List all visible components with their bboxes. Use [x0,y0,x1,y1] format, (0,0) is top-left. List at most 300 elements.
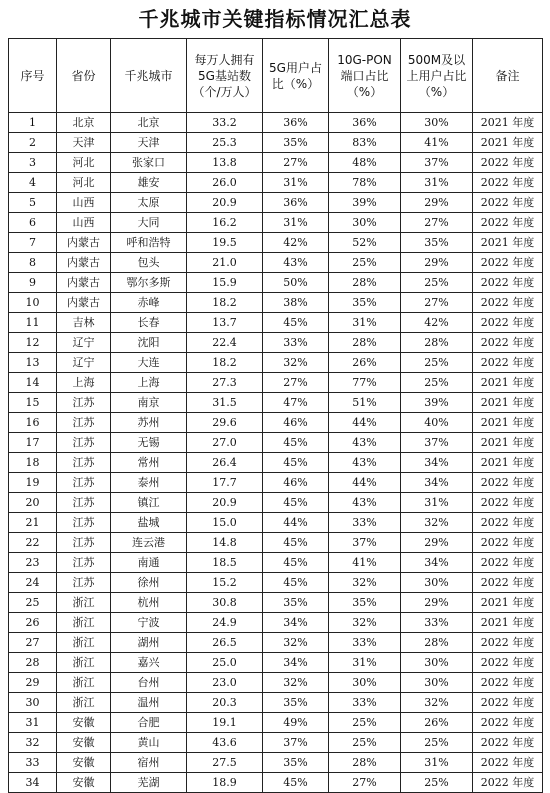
table-row [9,713,543,733]
cell-city: 合肥 [111,713,187,733]
cell-city: 宿州 [111,753,187,773]
cell-bs-per-10k: 23.0 [187,673,263,693]
cell-500m-user-share: 31% [401,493,473,513]
cell-5g-user-share: 32% [263,353,329,373]
cell-bs-per-10k: 29.6 [187,413,263,433]
cell-city: 宁波 [111,613,187,633]
header-bs-per-10k: 每万人拥有5G基站数（个/万人） [187,39,263,113]
cell-city: 长春 [111,313,187,333]
cell-500m-user-share: 25% [401,733,473,753]
cell-province: 安徽 [57,753,111,773]
header-row [9,39,543,113]
cell-bs-per-10k: 31.5 [187,393,263,413]
cell-bs-per-10k: 18.9 [187,773,263,793]
cell-10g-pon-share: 83% [329,133,401,153]
cell-note: 2022 年度 [473,673,543,693]
table-row [9,513,543,533]
cell-500m-user-share: 30% [401,113,473,133]
cell-city: 张家口 [111,153,187,173]
cell-500m-user-share: 29% [401,533,473,553]
cell-province: 河北 [57,153,111,173]
cell-500m-user-share: 25% [401,273,473,293]
cell-5g-user-share: 35% [263,693,329,713]
cell-seq: 25 [9,593,57,613]
cell-bs-per-10k: 19.1 [187,713,263,733]
cell-seq: 7 [9,233,57,253]
cell-500m-user-share: 25% [401,773,473,793]
cell-5g-user-share: 45% [263,313,329,333]
cell-10g-pon-share: 26% [329,353,401,373]
table-row [9,393,543,413]
cell-10g-pon-share: 52% [329,233,401,253]
cell-note: 2022 年度 [473,253,543,273]
table-row [9,273,543,293]
cell-note: 2021 年度 [473,133,543,153]
table-header [9,39,543,113]
cell-bs-per-10k: 26.0 [187,173,263,193]
cell-note: 2021 年度 [473,113,543,133]
cell-5g-user-share: 31% [263,213,329,233]
cell-note: 2022 年度 [473,633,543,653]
cell-10g-pon-share: 30% [329,673,401,693]
cell-500m-user-share: 28% [401,633,473,653]
cell-bs-per-10k: 19.5 [187,233,263,253]
cell-500m-user-share: 34% [401,453,473,473]
cell-10g-pon-share: 33% [329,633,401,653]
cell-seq: 6 [9,213,57,233]
table-body [9,113,543,793]
header-500m-user-share: 500M及以上用户占比（%） [401,39,473,113]
cell-note: 2022 年度 [473,333,543,353]
table-row [9,133,543,153]
cell-500m-user-share: 25% [401,353,473,373]
table-row [9,113,543,133]
cell-500m-user-share: 39% [401,393,473,413]
cell-bs-per-10k: 33.2 [187,113,263,133]
cell-city: 赤峰 [111,293,187,313]
cell-10g-pon-share: 37% [329,533,401,553]
cell-seq: 28 [9,653,57,673]
cell-500m-user-share: 34% [401,553,473,573]
cell-5g-user-share: 32% [263,673,329,693]
cell-bs-per-10k: 27.3 [187,373,263,393]
table-row [9,313,543,333]
cell-500m-user-share: 29% [401,593,473,613]
cell-bs-per-10k: 24.9 [187,613,263,633]
cell-500m-user-share: 29% [401,253,473,273]
table-row [9,153,543,173]
cell-500m-user-share: 29% [401,193,473,213]
cell-seq: 26 [9,613,57,633]
table-row [9,413,543,433]
cell-10g-pon-share: 36% [329,113,401,133]
cell-bs-per-10k: 20.9 [187,193,263,213]
cell-10g-pon-share: 32% [329,573,401,593]
cell-500m-user-share: 32% [401,693,473,713]
cell-province: 江苏 [57,453,111,473]
table-row [9,453,543,473]
cell-5g-user-share: 45% [263,493,329,513]
cell-10g-pon-share: 44% [329,413,401,433]
cell-5g-user-share: 45% [263,533,329,553]
cell-10g-pon-share: 33% [329,513,401,533]
cell-province: 江苏 [57,393,111,413]
cell-seq: 23 [9,553,57,573]
cell-10g-pon-share: 43% [329,493,401,513]
cell-city: 徐州 [111,573,187,593]
cell-10g-pon-share: 31% [329,653,401,673]
cell-5g-user-share: 34% [263,613,329,633]
cell-province: 河北 [57,173,111,193]
table-row [9,373,543,393]
cell-city: 镇江 [111,493,187,513]
cell-province: 山西 [57,193,111,213]
cell-500m-user-share: 37% [401,433,473,453]
cell-500m-user-share: 33% [401,613,473,633]
table-row [9,253,543,273]
cell-500m-user-share: 42% [401,313,473,333]
cell-note: 2022 年度 [473,553,543,573]
cell-500m-user-share: 41% [401,133,473,153]
cell-province: 江苏 [57,533,111,553]
table-row [9,173,543,193]
cell-5g-user-share: 45% [263,573,329,593]
cell-seq: 31 [9,713,57,733]
cell-5g-user-share: 33% [263,333,329,353]
page-title: 千兆城市关键指标情况汇总表 [138,7,412,31]
cell-500m-user-share: 30% [401,653,473,673]
cell-500m-user-share: 31% [401,173,473,193]
cell-seq: 13 [9,353,57,373]
header-5g-user-share: 5G用户占比（%） [263,39,329,113]
cell-500m-user-share: 34% [401,473,473,493]
cell-province: 安徽 [57,733,111,753]
cell-10g-pon-share: 25% [329,713,401,733]
cell-bs-per-10k: 15.9 [187,273,263,293]
cell-seq: 30 [9,693,57,713]
cell-province: 江苏 [57,553,111,573]
cell-5g-user-share: 38% [263,293,329,313]
table-row [9,573,543,593]
cell-province: 浙江 [57,673,111,693]
cell-seq: 12 [9,333,57,353]
cell-city: 盐城 [111,513,187,533]
cell-500m-user-share: 35% [401,233,473,253]
table-row [9,233,543,253]
cell-note: 2022 年度 [473,273,543,293]
table-row [9,473,543,493]
cell-city: 温州 [111,693,187,713]
cell-5g-user-share: 32% [263,633,329,653]
cell-province: 辽宁 [57,353,111,373]
cell-city: 常州 [111,453,187,473]
header-10g-pon-share: 10G-PON端口占比（%） [329,39,401,113]
cell-city: 太原 [111,193,187,213]
cell-10g-pon-share: 43% [329,433,401,453]
cell-seq: 3 [9,153,57,173]
table-row [9,553,543,573]
cell-province: 内蒙古 [57,293,111,313]
cell-province: 浙江 [57,633,111,653]
cell-5g-user-share: 47% [263,393,329,413]
cell-5g-user-share: 34% [263,653,329,673]
cell-500m-user-share: 31% [401,753,473,773]
table-row [9,773,543,793]
cell-province: 江苏 [57,573,111,593]
cell-5g-user-share: 45% [263,553,329,573]
cell-seq: 16 [9,413,57,433]
cell-province: 内蒙古 [57,233,111,253]
header-seq: 序号 [9,39,57,113]
cell-bs-per-10k: 18.5 [187,553,263,573]
table-row [9,593,543,613]
table-row [9,673,543,693]
cell-10g-pon-share: 28% [329,333,401,353]
cell-province: 天津 [57,133,111,153]
table-row [9,353,543,373]
cell-seq: 27 [9,633,57,653]
cell-province: 江苏 [57,413,111,433]
cell-bs-per-10k: 27.0 [187,433,263,453]
cell-bs-per-10k: 26.4 [187,453,263,473]
cell-500m-user-share: 27% [401,213,473,233]
cell-10g-pon-share: 41% [329,553,401,573]
cell-city: 上海 [111,373,187,393]
cell-province: 江苏 [57,493,111,513]
cell-note: 2021 年度 [473,453,543,473]
cell-province: 安徽 [57,713,111,733]
cell-500m-user-share: 27% [401,293,473,313]
cell-5g-user-share: 43% [263,253,329,273]
cell-seq: 14 [9,373,57,393]
cell-note: 2021 年度 [473,613,543,633]
cell-10g-pon-share: 39% [329,193,401,213]
cell-city: 连云港 [111,533,187,553]
cell-5g-user-share: 45% [263,453,329,473]
cell-seq: 22 [9,533,57,553]
cell-note: 2021 年度 [473,233,543,253]
cell-5g-user-share: 37% [263,733,329,753]
table-row [9,293,543,313]
header-province: 省份 [57,39,111,113]
cell-500m-user-share: 25% [401,373,473,393]
cell-5g-user-share: 31% [263,173,329,193]
cell-seq: 10 [9,293,57,313]
cell-seq: 19 [9,473,57,493]
cell-province: 浙江 [57,693,111,713]
cell-city: 台州 [111,673,187,693]
header-city: 千兆城市 [111,39,187,113]
cell-city: 鄂尔多斯 [111,273,187,293]
cell-5g-user-share: 46% [263,473,329,493]
cell-city: 大同 [111,213,187,233]
header-note: 备注 [473,39,543,113]
cell-note: 2022 年度 [473,533,543,553]
cell-5g-user-share: 45% [263,773,329,793]
cell-500m-user-share: 32% [401,513,473,533]
cell-bs-per-10k: 18.2 [187,293,263,313]
cell-bs-per-10k: 26.5 [187,633,263,653]
cell-5g-user-share: 27% [263,153,329,173]
cell-seq: 29 [9,673,57,693]
cell-500m-user-share: 30% [401,573,473,593]
cell-note: 2022 年度 [473,713,543,733]
cell-seq: 34 [9,773,57,793]
table-row [9,533,543,553]
cell-province: 江苏 [57,433,111,453]
cell-note: 2021 年度 [473,373,543,393]
cell-10g-pon-share: 25% [329,733,401,753]
cell-note: 2022 年度 [473,653,543,673]
cell-province: 上海 [57,373,111,393]
table-row [9,213,543,233]
cell-500m-user-share: 37% [401,153,473,173]
cell-seq: 5 [9,193,57,213]
cell-bs-per-10k: 22.4 [187,333,263,353]
cell-seq: 8 [9,253,57,273]
table-row [9,693,543,713]
cell-bs-per-10k: 30.8 [187,593,263,613]
cell-10g-pon-share: 32% [329,613,401,633]
cell-province: 浙江 [57,613,111,633]
cell-note: 2022 年度 [473,733,543,753]
cell-note: 2022 年度 [473,173,543,193]
cell-seq: 18 [9,453,57,473]
cell-province: 安徽 [57,773,111,793]
cell-note: 2022 年度 [473,753,543,773]
cell-seq: 9 [9,273,57,293]
cell-10g-pon-share: 28% [329,753,401,773]
cell-city: 包头 [111,253,187,273]
cell-bs-per-10k: 16.2 [187,213,263,233]
cell-seq: 15 [9,393,57,413]
cell-note: 2022 年度 [473,313,543,333]
cell-5g-user-share: 35% [263,133,329,153]
cell-note: 2021 年度 [473,433,543,453]
cell-500m-user-share: 26% [401,713,473,733]
cell-note: 2021 年度 [473,593,543,613]
cell-seq: 33 [9,753,57,773]
cell-seq: 32 [9,733,57,753]
cell-10g-pon-share: 43% [329,453,401,473]
cell-note: 2021 年度 [473,413,543,433]
cell-city: 苏州 [111,413,187,433]
cell-10g-pon-share: 30% [329,213,401,233]
cell-city: 南京 [111,393,187,413]
cell-note: 2022 年度 [473,473,543,493]
cell-5g-user-share: 44% [263,513,329,533]
cell-seq: 1 [9,113,57,133]
cell-5g-user-share: 42% [263,233,329,253]
cell-city: 泰州 [111,473,187,493]
cell-5g-user-share: 50% [263,273,329,293]
table-row [9,633,543,653]
table-row [9,193,543,213]
cell-bs-per-10k: 21.0 [187,253,263,273]
cell-5g-user-share: 49% [263,713,329,733]
cell-10g-pon-share: 35% [329,593,401,613]
cell-seq: 20 [9,493,57,513]
cell-city: 南通 [111,553,187,573]
cell-note: 2022 年度 [473,693,543,713]
cell-note: 2022 年度 [473,353,543,373]
cell-10g-pon-share: 31% [329,313,401,333]
table-row [9,493,543,513]
cell-note: 2022 年度 [473,213,543,233]
cell-5g-user-share: 36% [263,193,329,213]
cell-10g-pon-share: 28% [329,273,401,293]
cell-province: 江苏 [57,473,111,493]
cell-note: 2022 年度 [473,493,543,513]
cell-city: 芜湖 [111,773,187,793]
table-row [9,653,543,673]
cell-seq: 11 [9,313,57,333]
cell-bs-per-10k: 43.6 [187,733,263,753]
cell-note: 2022 年度 [473,773,543,793]
cell-province: 内蒙古 [57,253,111,273]
cell-bs-per-10k: 18.2 [187,353,263,373]
cell-note: 2022 年度 [473,293,543,313]
cell-city: 天津 [111,133,187,153]
cell-10g-pon-share: 48% [329,153,401,173]
cell-city: 北京 [111,113,187,133]
cell-10g-pon-share: 77% [329,373,401,393]
cell-city: 大连 [111,353,187,373]
cell-note: 2022 年度 [473,513,543,533]
table-row [9,333,543,353]
cell-5g-user-share: 45% [263,433,329,453]
table-row [9,433,543,453]
table-row [9,613,543,633]
cell-bs-per-10k: 20.3 [187,693,263,713]
cell-city: 雄安 [111,173,187,193]
cell-10g-pon-share: 35% [329,293,401,313]
cell-city: 呼和浩特 [111,233,187,253]
cell-10g-pon-share: 51% [329,393,401,413]
cell-bs-per-10k: 14.8 [187,533,263,553]
cell-city: 杭州 [111,593,187,613]
cell-500m-user-share: 30% [401,673,473,693]
cell-bs-per-10k: 17.7 [187,473,263,493]
cell-bs-per-10k: 27.5 [187,753,263,773]
cell-bs-per-10k: 13.8 [187,153,263,173]
cell-10g-pon-share: 44% [329,473,401,493]
cell-province: 浙江 [57,593,111,613]
cell-bs-per-10k: 15.0 [187,513,263,533]
cell-seq: 17 [9,433,57,453]
cell-bs-per-10k: 25.0 [187,653,263,673]
cell-city: 嘉兴 [111,653,187,673]
cell-bs-per-10k: 13.7 [187,313,263,333]
cell-10g-pon-share: 78% [329,173,401,193]
table-row [9,733,543,753]
cell-5g-user-share: 46% [263,413,329,433]
cell-seq: 24 [9,573,57,593]
cell-city: 黄山 [111,733,187,753]
cell-5g-user-share: 36% [263,113,329,133]
cell-bs-per-10k: 15.2 [187,573,263,593]
summary-table [8,38,543,793]
cell-note: 2021 年度 [473,393,543,413]
cell-note: 2022 年度 [473,573,543,593]
cell-province: 吉林 [57,313,111,333]
cell-5g-user-share: 27% [263,373,329,393]
cell-seq: 21 [9,513,57,533]
cell-10g-pon-share: 27% [329,773,401,793]
cell-province: 江苏 [57,513,111,533]
cell-5g-user-share: 35% [263,593,329,613]
cell-10g-pon-share: 25% [329,253,401,273]
